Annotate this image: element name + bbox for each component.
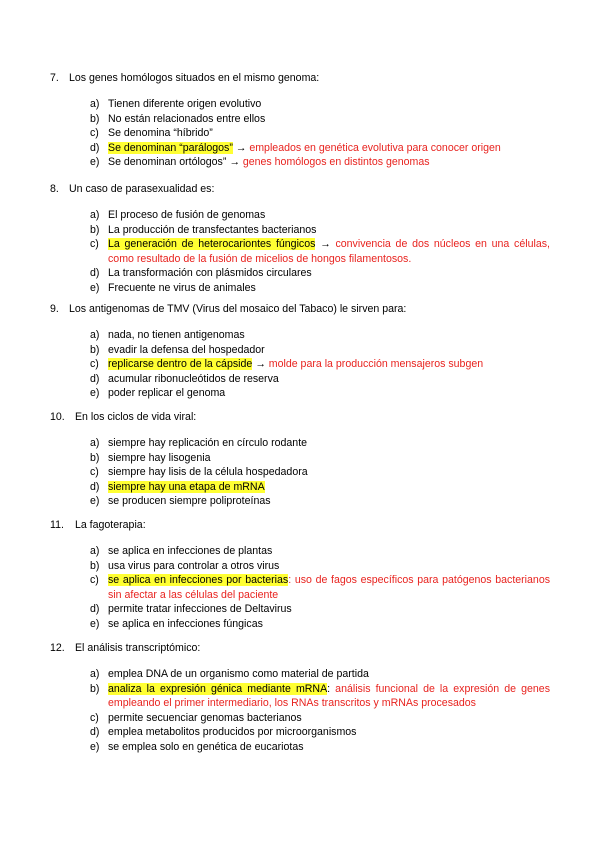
option-letter: c) [90,711,99,724]
option-letter: b) [90,682,100,695]
highlighted-answer: La generación de heterocariontes fúngicos [108,238,316,251]
option-letter: c) [90,358,99,371]
option-d [50,602,550,617]
question-number: 11. [50,519,64,531]
option-text: Frecuente ne virus de animales [108,281,256,294]
option-letter: b) [90,112,100,125]
question-stem: Un caso de parasexualidad es: [68,183,215,195]
arrow: → [252,358,269,371]
answer-note: uso de fagos específicos para patógenos bacterianos sin afectar a las células del paciente [108,574,551,601]
question-number: 12. [50,642,65,654]
option-b-correct [50,682,550,711]
option-text: siempre hay lisis de la célula hospedadora [108,466,308,479]
option-letter: e) [90,156,100,169]
question-stem: Los genes homólogos situados en el mismo genoma: [68,72,320,84]
question-number: 8. [50,183,59,195]
option-d [50,266,550,281]
option-letter: e) [90,281,100,294]
option-letter: d) [90,726,100,739]
separator: : [327,682,336,695]
option-letter: c) [90,466,99,479]
highlighted-answer: analiza la expresión génica mediante mRNA [108,682,328,695]
option-b [50,112,550,127]
question-title [50,641,550,655]
option-text: La transformación con plásmidos circulares [108,267,312,280]
answer-note: análisis funcional de la expresión de genes empleando el primer intermediario, los RNAs transcritos y mRNAs procesados [108,682,550,710]
option-letter: e) [90,740,100,753]
option-text: emplea DNA de un organismo como material de partida [108,668,369,680]
option-letter: a) [90,545,100,557]
option-letter: a) [90,668,100,680]
highlighted-answer: Se denominan “parálogos” [108,141,233,154]
option-letter: d) [90,603,100,616]
option-a [50,208,550,223]
answer-note: empleados en genética evolutiva para conocer origen [249,141,501,154]
question-number: 9. [50,303,59,315]
options-list [50,436,550,509]
answer-note: convivencia de dos núcleos en una células, como resultado de la fusión de micelios de hongos filamentosos. [108,238,550,265]
option-letter: c) [90,127,99,140]
option-letter: b) [90,223,100,236]
option-c [50,465,550,480]
question-number: 7. [50,72,59,84]
option-letter: e) [90,495,100,508]
option-c [50,711,550,726]
option-b [50,451,550,466]
option-e [50,617,550,632]
question-stem: La fagoterapia: [74,519,146,531]
options-list [50,208,550,296]
option-c-correct [50,357,550,372]
question-12 [50,641,550,755]
question-title [50,71,550,85]
options-list [50,667,550,755]
option-text: se producen siempre poliproteínas [108,495,271,508]
arrow: → [232,141,250,154]
option-text: emplea metabolitos producidos por microorganismos [108,726,357,739]
option-letter: d) [90,141,100,154]
option-letter: c) [90,574,99,587]
answer-note: genes homólogos en distintos genomas [242,156,430,169]
option-text: siempre hay replicación en círculo rodante [108,437,308,449]
option-letter: b) [90,451,100,464]
highlighted-answer: replicarse dentro de la cápside [108,358,253,371]
option-text: se aplica en infecciones de plantas [108,545,273,557]
question-11 [50,518,550,632]
option-text: poder replicar el genoma [108,387,226,400]
option-letter: e) [90,617,100,630]
option-b [50,559,550,574]
question-stem: El análisis transcriptómico: [74,642,201,654]
question-7 [50,71,550,170]
question-title [50,182,550,196]
option-d [50,372,550,387]
option-letter: d) [90,480,100,493]
option-letter: a) [90,209,100,221]
option-c-correct [50,237,550,266]
option-b [50,343,550,358]
question-stem: Los antigenomas de TMV (Virus del mosaico del Tabaco) le sirven para: [68,303,407,315]
option-text: evadir la defensa del hospedador [108,343,265,356]
option-text: acumular ribonucleótidos de reserva [108,372,279,385]
question-9 [50,302,550,401]
option-text: No están relacionados entre ellos [108,112,266,125]
option-letter: b) [90,559,100,572]
option-text: Se denomina “híbrido” [108,127,213,140]
option-text: permite tratar infecciones de Deltavirus [108,603,292,616]
option-text: se aplica en infecciones fúngicas [108,617,263,630]
option-c [50,126,550,141]
option-letter: c) [90,238,99,251]
option-a [50,97,550,112]
arrow: → [315,238,336,251]
question-stem: En los ciclos de vida viral: [74,411,197,423]
options-list [50,328,550,401]
option-text: Se denominan ortólogos” [108,156,227,169]
option-text: nada, no tienen antigenomas [108,329,245,341]
option-a [50,436,550,451]
option-text: usa virus para controlar a otros virus [108,559,280,572]
option-a [50,667,550,682]
options-list [50,97,550,170]
separator: : [288,574,295,587]
option-d-correct [50,141,550,156]
question-title [50,518,550,532]
option-e [50,386,550,401]
option-letter: d) [90,267,100,280]
option-c-correct [50,573,550,602]
option-letter: a) [90,329,100,341]
option-text: La producción de transfectantes bacterianos [108,223,317,236]
option-text: se emplea solo en genética de eucariotas [108,740,304,753]
option-text: Tienen diferente origen evolutivo [108,98,262,110]
highlighted-answer: se aplica en infecciones por bacterias [108,574,289,587]
option-e [50,740,550,755]
option-letter: b) [90,343,100,356]
option-letter: a) [90,98,100,110]
answer-note: molde para la producción mensajeros subgen [268,358,484,371]
option-a [50,544,550,559]
option-d [50,725,550,740]
option-letter: d) [90,372,100,385]
option-d-correct [50,480,550,495]
highlighted-answer: siempre hay una etapa de mRNA [108,480,265,493]
option-letter: a) [90,437,100,449]
option-e [50,155,550,170]
option-text: siempre hay lisogenia [108,451,211,464]
option-text: permite secuenciar genomas bacterianos [108,711,302,724]
question-10 [50,410,550,509]
question-number: 10. [50,411,65,423]
option-e [50,281,550,296]
option-text: El proceso de fusión de genomas [108,209,266,221]
option-e [50,494,550,509]
option-letter: e) [90,387,100,400]
question-8 [50,182,550,296]
question-title [50,410,550,424]
arrow: → [226,156,243,169]
options-list [50,544,550,632]
option-b [50,223,550,238]
option-a [50,328,550,343]
question-title [50,302,550,316]
